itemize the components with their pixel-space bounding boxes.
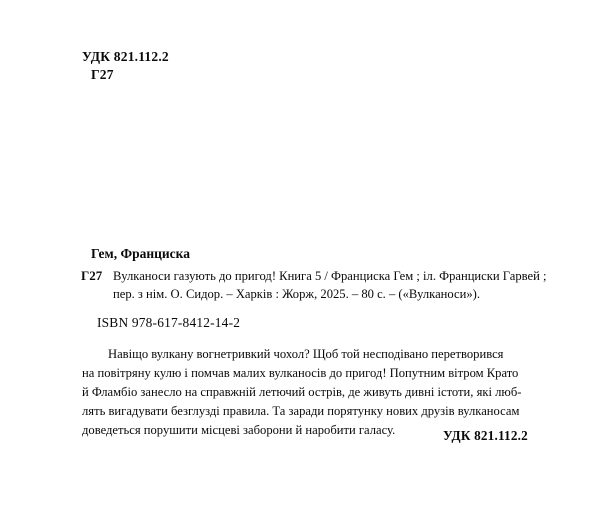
record-description bbox=[113, 267, 547, 304]
record-description-line: Вулканоси газують до пригод! Книга 5 / Франциска Гем ; іл. Франциски Гарвей ; bbox=[113, 268, 547, 283]
annotation-line: лять вигадувати безглузді правила. Та заради порятунку нових друзів вулканосам bbox=[82, 403, 520, 418]
udc-block bbox=[82, 48, 169, 84]
annotation-paragraph bbox=[82, 345, 534, 439]
annotation-line: на повітряну кулю і помчав малих вулканосів до пригод! Попутним вітром Крато bbox=[82, 365, 519, 380]
record-description-line: пер. з нім. О. Сидор. – Харків : Жорж, 2025. – 80 с. – («Вулканоси»). bbox=[113, 287, 480, 302]
annotation-line: Навіщо вулкану вогнетривкий чохол? Щоб той несподівано перетворився bbox=[108, 347, 504, 361]
udc-author-mark: Г27 bbox=[91, 67, 114, 83]
record-author-heading: Гем, Франциска bbox=[91, 246, 191, 261]
record-index: Г27 bbox=[81, 267, 103, 283]
isbn: ISBN 978-617-8412-14-2 bbox=[97, 315, 241, 330]
udc-footer: УДК 821.112.2 bbox=[443, 428, 528, 443]
annotation-line: доведеться порушити місцеві заборони й наробити галасу. bbox=[82, 422, 396, 437]
record-body bbox=[81, 267, 547, 304]
udc-classification: УДК 821.112.2 bbox=[82, 49, 169, 64]
catalog-record bbox=[81, 245, 547, 303]
annotation-line: й Фламбіо занесло на справжній летючий острів, де живуть дивні істоти, які люб- bbox=[82, 384, 522, 399]
